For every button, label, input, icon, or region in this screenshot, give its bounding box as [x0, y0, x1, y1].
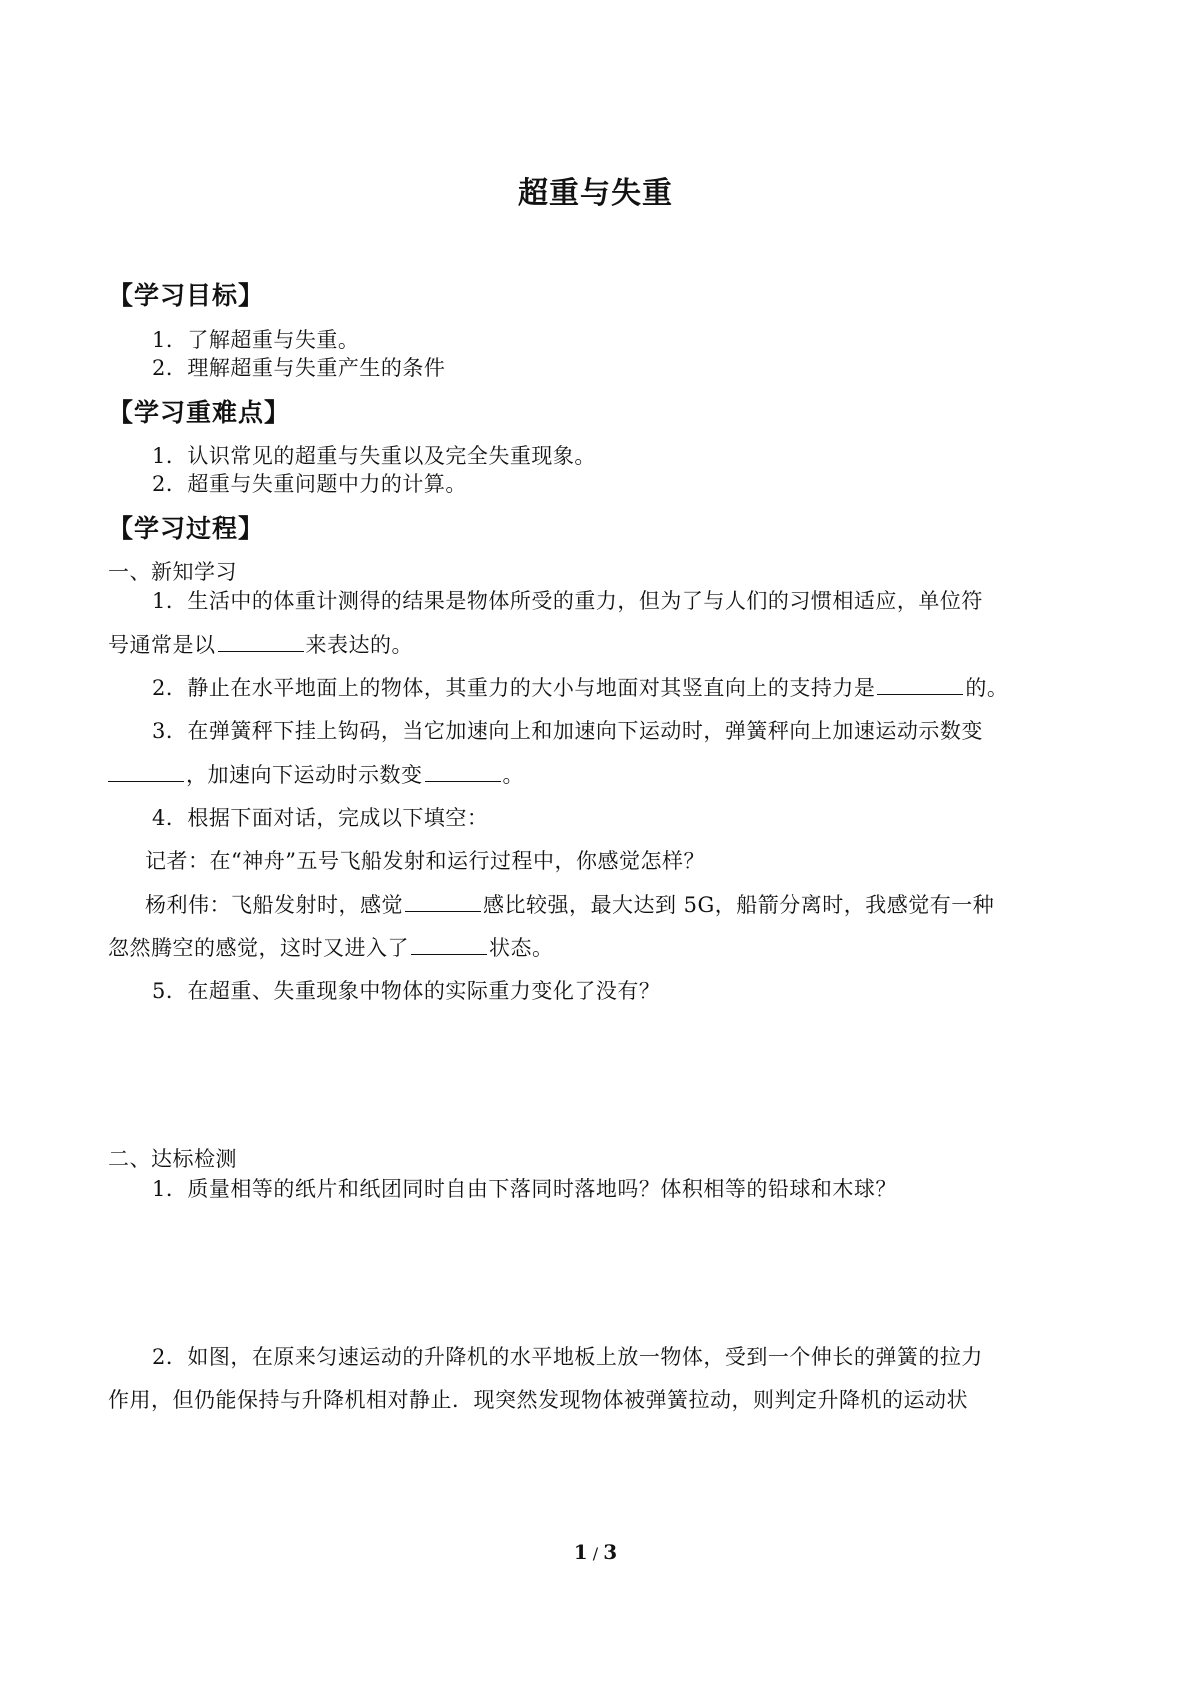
answer-blank[interactable] — [877, 676, 963, 695]
s1-q4-yang-line1 — [145, 889, 994, 919]
s1-q2 — [152, 672, 1008, 702]
key-point-item-1: 1．认识常见的超重与失重以及完全失重现象。 — [152, 444, 596, 468]
answer-blank[interactable] — [108, 763, 184, 782]
section1-title: 一、新知学习 — [108, 560, 237, 584]
s2-q2-line2: 作用，但仍能保持与升降机相对静止．现突然发现物体被弹簧拉动，则判定升降机的运动状 — [108, 1388, 968, 1412]
page-current: 1 — [573, 1540, 588, 1564]
s1-q5: 5．在超重、失重现象中物体的实际重力变化了没有？ — [152, 979, 661, 1003]
objective-item-2: 2．理解超重与失重产生的条件 — [152, 356, 446, 380]
page-total: 3 — [603, 1540, 618, 1564]
s1-q4-yang-line2 — [108, 932, 554, 962]
document-title: 超重与失重 — [518, 176, 673, 211]
s1-q3-text-a: ，加速向下运动时示数变 — [186, 763, 423, 787]
s1-q1-text-b: 来表达的。 — [305, 633, 413, 657]
answer-blank[interactable] — [218, 633, 304, 652]
s1-q3-line1: 3．在弹簧秤下挂上钩码，当它加速向上和加速向下运动时，弹簧秤向上加速运动示数变 — [152, 719, 983, 743]
answer-blank[interactable] — [411, 936, 487, 955]
s1-q4-yang-text-a: 杨利伟：飞船发射时，感觉 — [145, 893, 403, 917]
s1-q4-yang2-text-b: 状态。 — [489, 936, 554, 960]
process-heading: 【学习过程】 — [108, 514, 265, 543]
key-points-heading: 【学习重难点】 — [108, 398, 291, 427]
s1-q3-text-b: 。 — [502, 763, 524, 787]
s1-q1-text-a: 号通常是以 — [108, 633, 216, 657]
page-separator: / — [587, 1544, 604, 1563]
page-number — [0, 1540, 1191, 1564]
s1-q4-yang-text-b: 感比较强，最大达到 5G，船箭分离时，我感觉有一种 — [483, 893, 995, 917]
s2-q2-line1: 2．如图，在原来匀速运动的升降机的水平地板上放一物体，受到一个伸长的弹簧的拉力 — [152, 1345, 983, 1369]
s1-q2-text-b: 的。 — [965, 676, 1009, 700]
s2-q1: 1．质量相等的纸片和纸团同时自由下落同时落地吗？体积相等的铅球和木球？ — [152, 1177, 897, 1201]
s1-q4-yang2-text-a: 忽然腾空的感觉，这时又进入了 — [108, 936, 409, 960]
objectives-heading: 【学习目标】 — [108, 281, 265, 310]
s1-q1-line1: 1．生活中的体重计测得的结果是物体所受的重力，但为了与人们的习惯相适应，单位符 — [152, 589, 983, 613]
s1-q4-reporter: 记者：在“神舟”五号飞船发射和运行过程中，你感觉怎样？ — [145, 849, 705, 873]
s1-q2-text-a: 2．静止在水平地面上的物体，其重力的大小与地面对其竖直向上的支持力是 — [152, 676, 876, 700]
answer-blank[interactable] — [405, 893, 481, 912]
key-point-item-2: 2．超重与失重问题中力的计算。 — [152, 472, 467, 496]
objective-item-1: 1．了解超重与失重。 — [152, 328, 360, 352]
s1-q4: 4．根据下面对话，完成以下填空： — [152, 806, 489, 830]
answer-blank[interactable] — [425, 763, 501, 782]
s1-q1-line2 — [108, 629, 413, 659]
section2-title: 二、达标检测 — [108, 1147, 237, 1171]
s1-q3-line2 — [108, 759, 524, 789]
